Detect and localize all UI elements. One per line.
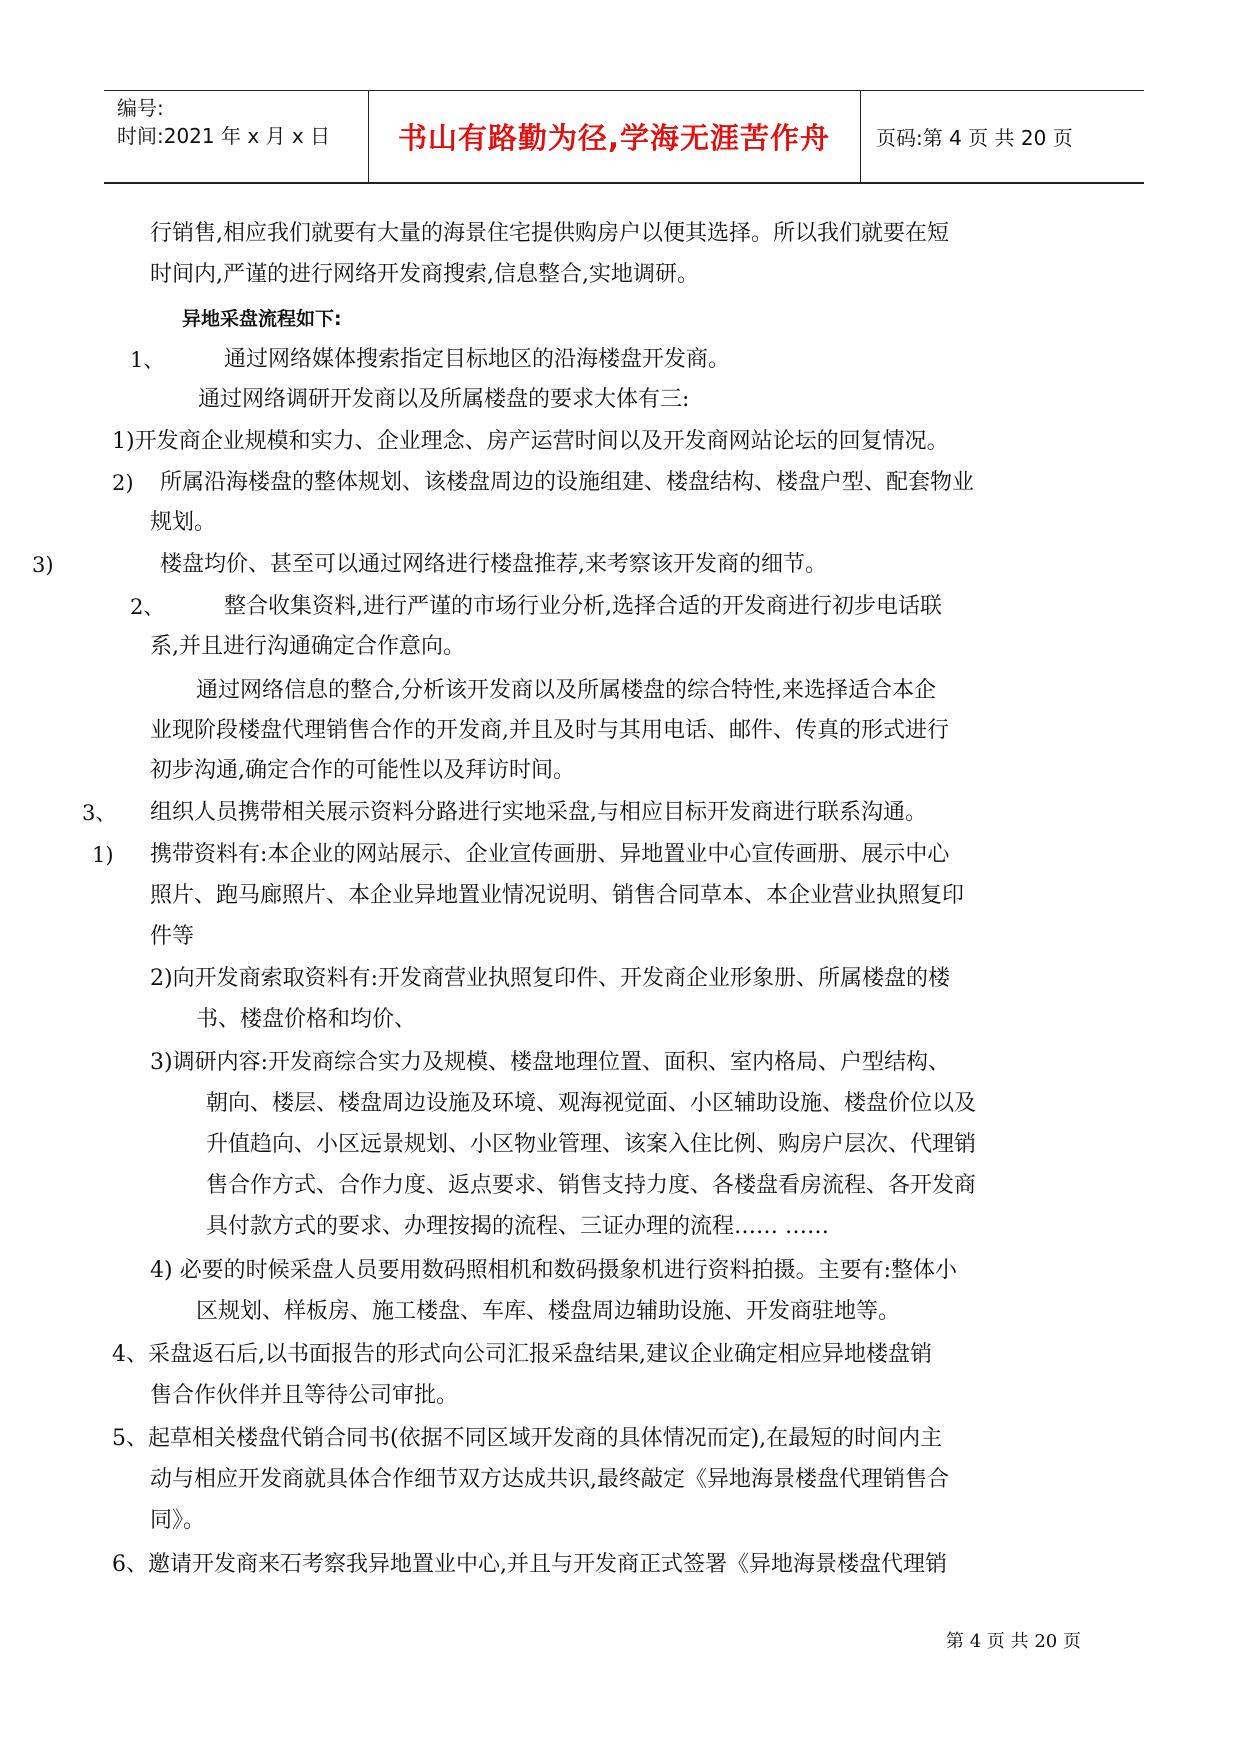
step-number: 3、 — [82, 801, 117, 825]
header-motto: 书山有路勤为径,学海无涯苦作舟 — [397, 120, 831, 155]
list-item: 楼盘均价、甚至可以通过网络进行楼盘推荐,来考察该开发商的细节。 — [160, 552, 827, 577]
list-item: 售合作方式、合作力度、返点要求、销售支持力度、各楼盘看房流程、各开发商 — [206, 1173, 977, 1198]
section-heading: 异地采盘流程如下: — [182, 308, 342, 330]
step-text: 整合收集资料,进行严谨的市场行业分析,选择合适的开发商进行初步电话联 — [224, 594, 942, 619]
step-text: 同》。 — [150, 1508, 206, 1533]
paragraph-line: 行销售,相应我们就要有大量的海景住宅提供购房户以便其选择。所以我们就要在短 — [150, 221, 949, 246]
paragraph-line: 初步沟通,确定合作的可能性以及拜访时间。 — [150, 758, 575, 783]
list-item: 所属沿海楼盘的整体规划、该楼盘周边的设施组建、楼盘结构、楼盘户型、配套物业 — [160, 470, 975, 495]
header-number-label: 编号: — [117, 96, 164, 120]
header-page-label: 页码:第 4 页 共 20 页 — [876, 125, 1073, 150]
list-item: 升值趋向、小区远景规划、小区物业管理、该案入住比例、购房户层次、代理销 — [206, 1132, 977, 1157]
list-item: 照片、跑马廊照片、本企业异地置业情况说明、销售合同草本、本企业营业执照复印 — [150, 883, 965, 908]
list-item-number: 2) — [112, 471, 134, 495]
step-text: 售合作伙伴并且等待公司审批。 — [150, 1383, 459, 1408]
page-footer: 第 4 页 共 20 页 — [946, 1631, 1081, 1652]
list-item: 3)调研内容:开发商综合实力及规模、楼盘地理位置、面积、室内格局、户型结构、 — [150, 1050, 950, 1075]
paragraph-line: 通过网络调研开发商以及所属楼盘的要求大体有三: — [198, 387, 690, 412]
step-text: 4、采盘返石后,以书面报告的形式向公司汇报采盘结果,建议企业确定相应异地楼盘销 — [112, 1342, 932, 1367]
list-item: 2)向开发商索取资料有:开发商营业执照复印件、开发商企业形象册、所属楼盘的楼 — [150, 966, 950, 991]
step-number: 1、 — [130, 348, 165, 372]
list-item: 书、楼盘价格和均价、 — [196, 1007, 417, 1032]
list-item: 1)开发商企业规模和实力、企业理念、房产运营时间以及开发商网站论坛的回复情况。 — [112, 429, 949, 454]
list-item: 具付款方式的要求、办理按揭的流程、三证办理的流程…… …… — [206, 1214, 829, 1239]
step-text: 动与相应开发商就具体合作细节双方达成共识,最终敲定《异地海景楼盘代理销售合 — [150, 1467, 949, 1492]
step-text: 系,并且进行沟通确定合作意向。 — [150, 634, 465, 659]
list-item-number: 3) — [32, 553, 54, 577]
paragraph-line: 业现阶段楼盘代理销售合作的开发商,并且及时与其用电话、邮件、传真的形式进行 — [150, 718, 949, 743]
header-time-label: 时间:2021 年 x 月 x 日 — [117, 124, 331, 148]
step-text: 通过网络媒体搜索指定目标地区的沿海楼盘开发商。 — [224, 347, 731, 372]
step-text: 6、邀请开发商来石考察我异地置业中心,并且与开发商正式签署《异地海景楼盘代理销 — [112, 1552, 947, 1577]
list-item-number: 1) — [92, 843, 114, 867]
list-item: 4) 必要的时候采盘人员要用数码照相机和数码摄象机进行资料拍摄。主要有:整体小 — [150, 1258, 957, 1283]
step-text: 5、起草相关楼盘代销合同书(依据不同区域开发商的具体情况而定),在最短的时间内主 — [112, 1426, 943, 1451]
header-divider-right — [860, 90, 861, 182]
step-text: 组织人员携带相关展示资料分路进行实地采盘,与相应目标开发商进行联系沟通。 — [150, 800, 927, 825]
list-item: 携带资料有:本企业的网站展示、企业宣传画册、异地置业中心宣传画册、展示中心 — [150, 842, 950, 867]
step-number: 2、 — [130, 595, 165, 619]
list-item: 件等 — [150, 924, 195, 949]
header-meta — [117, 94, 330, 150]
list-item: 朝向、楼层、楼盘周边设施及环境、观海视觉面、小区辅助设施、楼盘价位以及 — [206, 1091, 977, 1116]
list-item: 规划。 — [150, 510, 217, 535]
header-bottom-rule — [104, 182, 1144, 184]
paragraph-line: 时间内,严谨的进行网络开发商搜索,信息整合,实地调研。 — [150, 262, 699, 287]
page-header — [104, 90, 1144, 183]
list-item: 区规划、样板房、施工楼盘、车库、楼盘周边辅助设施、开发商驻地等。 — [196, 1299, 901, 1324]
paragraph-line: 通过网络信息的整合,分析该开发商以及所属楼盘的综合特性,来选择适合本企 — [196, 678, 936, 703]
